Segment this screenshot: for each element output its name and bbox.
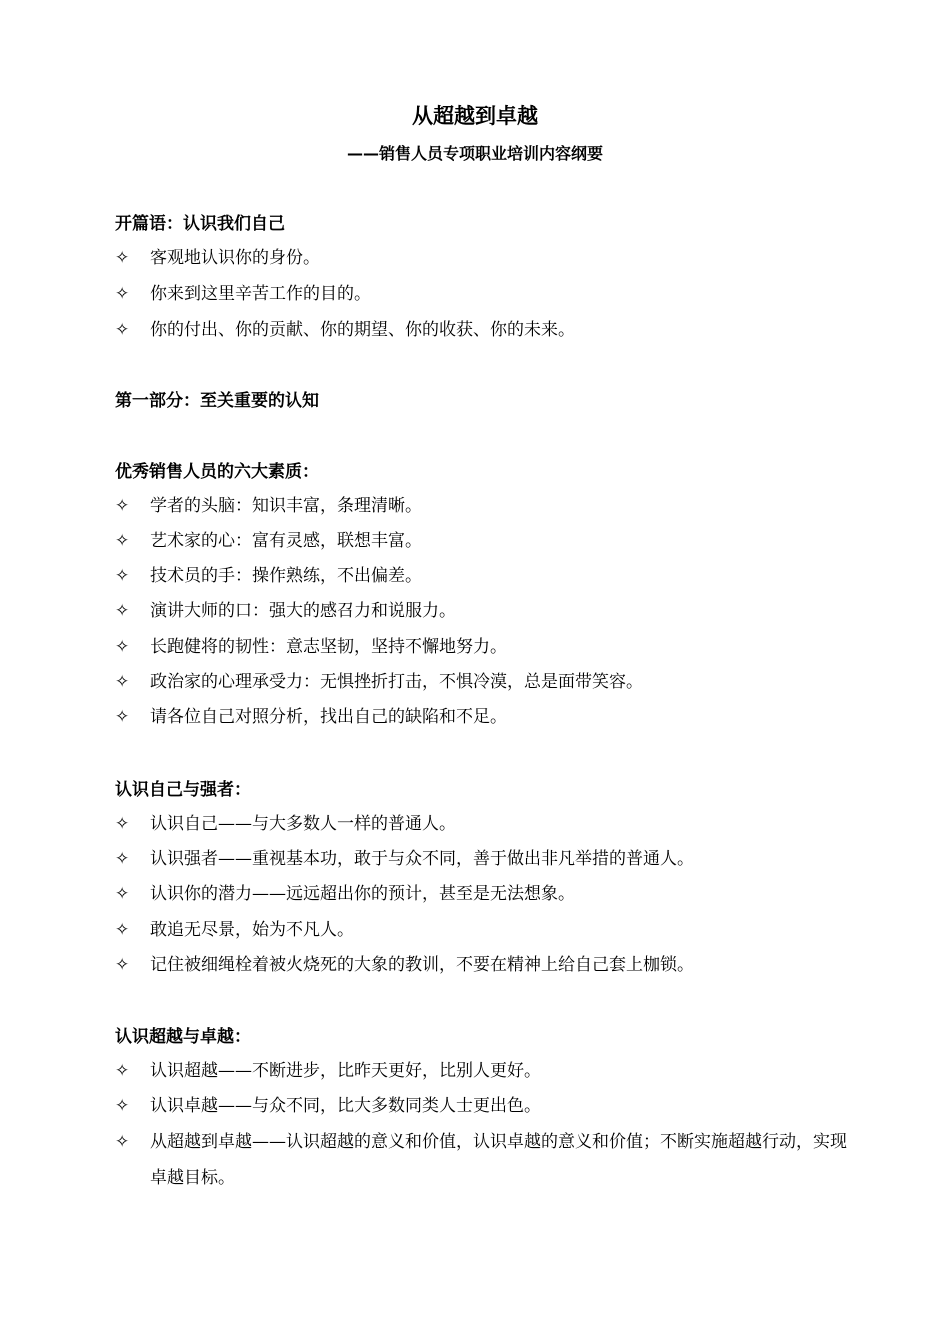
list-item-text: 记住被细绳栓着被火烧死的大象的教训，不要在精神上给自己套上枷锁。: [150, 955, 694, 975]
list-item: [115, 664, 855, 700]
list-item-text: 长跑健将的韧性：意志坚韧，坚持不懈地努力。: [150, 637, 507, 657]
section-heading: 开篇语：认识我们自己: [115, 214, 285, 234]
diamond-bullet-icon: ✧: [115, 672, 130, 692]
list-item: [115, 699, 855, 735]
list-item-text: 艺术家的心：富有灵感，联想丰富。: [150, 531, 422, 551]
list-item-text: 技术员的手：操作熟练，不出偏差。: [150, 566, 422, 586]
diamond-bullet-icon: ✧: [115, 849, 130, 869]
list-item-text: 学者的头脑：知识丰富，条理清晰。: [150, 496, 422, 516]
list-item-text: 敢追无尽景，始为不凡人。: [150, 920, 354, 940]
diamond-bullet-icon: ✧: [115, 320, 130, 340]
diamond-bullet-icon: ✧: [115, 601, 130, 621]
list-item-text: 你的付出、你的贡献、你的期望、你的收获、你的未来。: [150, 320, 575, 340]
diamond-bullet-icon: ✧: [115, 1132, 130, 1152]
diamond-bullet-icon: ✧: [115, 496, 130, 516]
list-item: [115, 593, 855, 629]
section-heading: 优秀销售人员的六大素质：: [115, 462, 319, 482]
document-subtitle: ——销售人员专项职业培训内容纲要: [346, 144, 603, 163]
list-item-text: 政治家的心理承受力：无惧挫折打击，不惧冷漠，总是面带笑容。: [150, 672, 643, 692]
diamond-bullet-icon: ✧: [115, 920, 130, 940]
list-item-text: 认识卓越——与众不同，比大多数同类人士更出色。: [150, 1096, 541, 1116]
list-item-text: 你来到这里辛苦工作的目的。: [150, 284, 371, 304]
list-item-text: 认识超越——不断进步，比昨天更好，比别人更好。: [150, 1061, 541, 1081]
list-item: [115, 488, 855, 524]
list-item: [115, 240, 855, 276]
list-item: [115, 947, 855, 983]
section-heading: 认识超越与卓越：: [115, 1027, 251, 1047]
list-item-text: 认识强者——重视基本功，敢于与众不同，善于做出非凡举措的普通人。: [150, 849, 694, 869]
list-item: [115, 912, 855, 948]
list-item-text: 演讲大师的口：强大的感召力和说服力。: [150, 601, 456, 621]
diamond-bullet-icon: ✧: [115, 284, 130, 304]
list-item-text: 认识你的潜力——远远超出你的预计，甚至是无法想象。: [150, 884, 575, 904]
diamond-bullet-icon: ✧: [115, 707, 130, 727]
diamond-bullet-icon: ✧: [115, 248, 130, 268]
diamond-bullet-icon: ✧: [115, 531, 130, 551]
list-item-text: 客观地认识你的身份。: [150, 248, 320, 268]
list-item: [115, 1088, 855, 1124]
list-item: [115, 876, 855, 912]
list-item: [115, 523, 855, 559]
diamond-bullet-icon: ✧: [115, 637, 130, 657]
list-item-text: 请各位自己对照分析，找出自己的缺陷和不足。: [150, 707, 507, 727]
diamond-bullet-icon: ✧: [115, 884, 130, 904]
document-title: 从超越到卓越: [412, 104, 538, 128]
list-item-text: 从超越到卓越——认识超越的意义和价值，认识卓越的意义和价值；不断实施超越行动，实现卓越目标。: [150, 1132, 847, 1188]
list-item: [115, 1124, 855, 1196]
list-item: [115, 312, 855, 348]
diamond-bullet-icon: ✧: [115, 814, 130, 834]
list-item: [115, 558, 855, 594]
list-item: [115, 276, 855, 312]
diamond-bullet-icon: ✧: [115, 566, 130, 586]
list-item: [115, 1053, 855, 1089]
diamond-bullet-icon: ✧: [115, 1096, 130, 1116]
diamond-bullet-icon: ✧: [115, 1061, 130, 1081]
section-heading: 第一部分：至关重要的认知: [115, 391, 319, 411]
list-item: [115, 841, 855, 877]
diamond-bullet-icon: ✧: [115, 955, 130, 975]
list-item: [115, 629, 855, 665]
list-item: [115, 806, 855, 842]
list-item-text: 认识自己——与大多数人一样的普通人。: [150, 814, 456, 834]
section-heading: 认识自己与强者：: [115, 780, 251, 800]
